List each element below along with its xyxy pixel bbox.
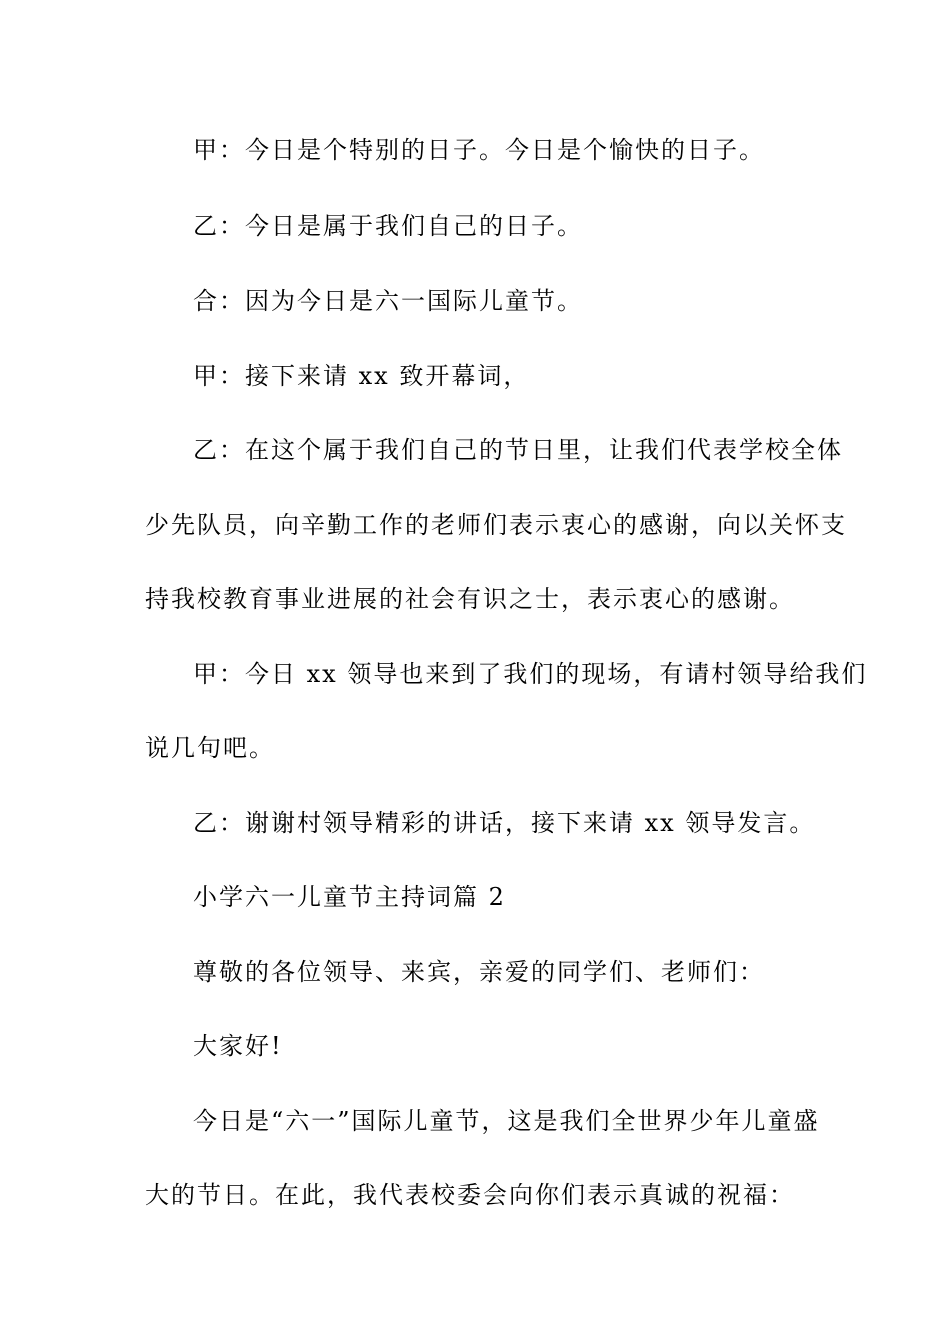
dialogue-line-3: 合：因为今日是六一国际儿童节。 [193,287,583,315]
dialogue-line-5-cont-2: 持我校教育事业进展的社会有识之士，表示衷心的感谢。 [145,585,795,613]
dialogue-line-2: 乙：今日是属于我们自己的日子。 [193,212,583,240]
dialogue-line-7: 乙：谢谢村领导精彩的讲话，接下来请 xx 领导发言。 [193,809,816,837]
salutation: 尊敬的各位领导、来宾，亲爱的同学们、老师们： [193,958,765,986]
paragraph-line-1: 今日是“六一”国际儿童节，这是我们全世界少年儿童盛 [193,1107,820,1135]
dialogue-line-5: 乙：在这个属于我们自己的节日里，让我们代表学校全体 [193,436,843,464]
dialogue-line-4: 甲：接下来请 xx 致开幕词， [193,362,530,390]
dialogue-line-6-cont: 说几句吧。 [145,734,275,762]
dialogue-line-1: 甲：今日是个特别的日子。今日是个愉快的日子。 [193,136,765,164]
dialogue-line-6: 甲：今日 xx 领导也来到了我们的现场，有请村领导给我们 [193,660,868,688]
section-heading: 小学六一儿童节主持词篇 2 [193,883,506,911]
paragraph-line-2: 大的节日。在此，我代表校委会向你们表示真诚的祝福： [145,1181,795,1209]
dialogue-line-5-cont-1: 少先队员，向辛勤工作的老师们表示衷心的感谢，向以关怀支 [145,511,847,539]
greeting: 大家好! [193,1032,283,1060]
